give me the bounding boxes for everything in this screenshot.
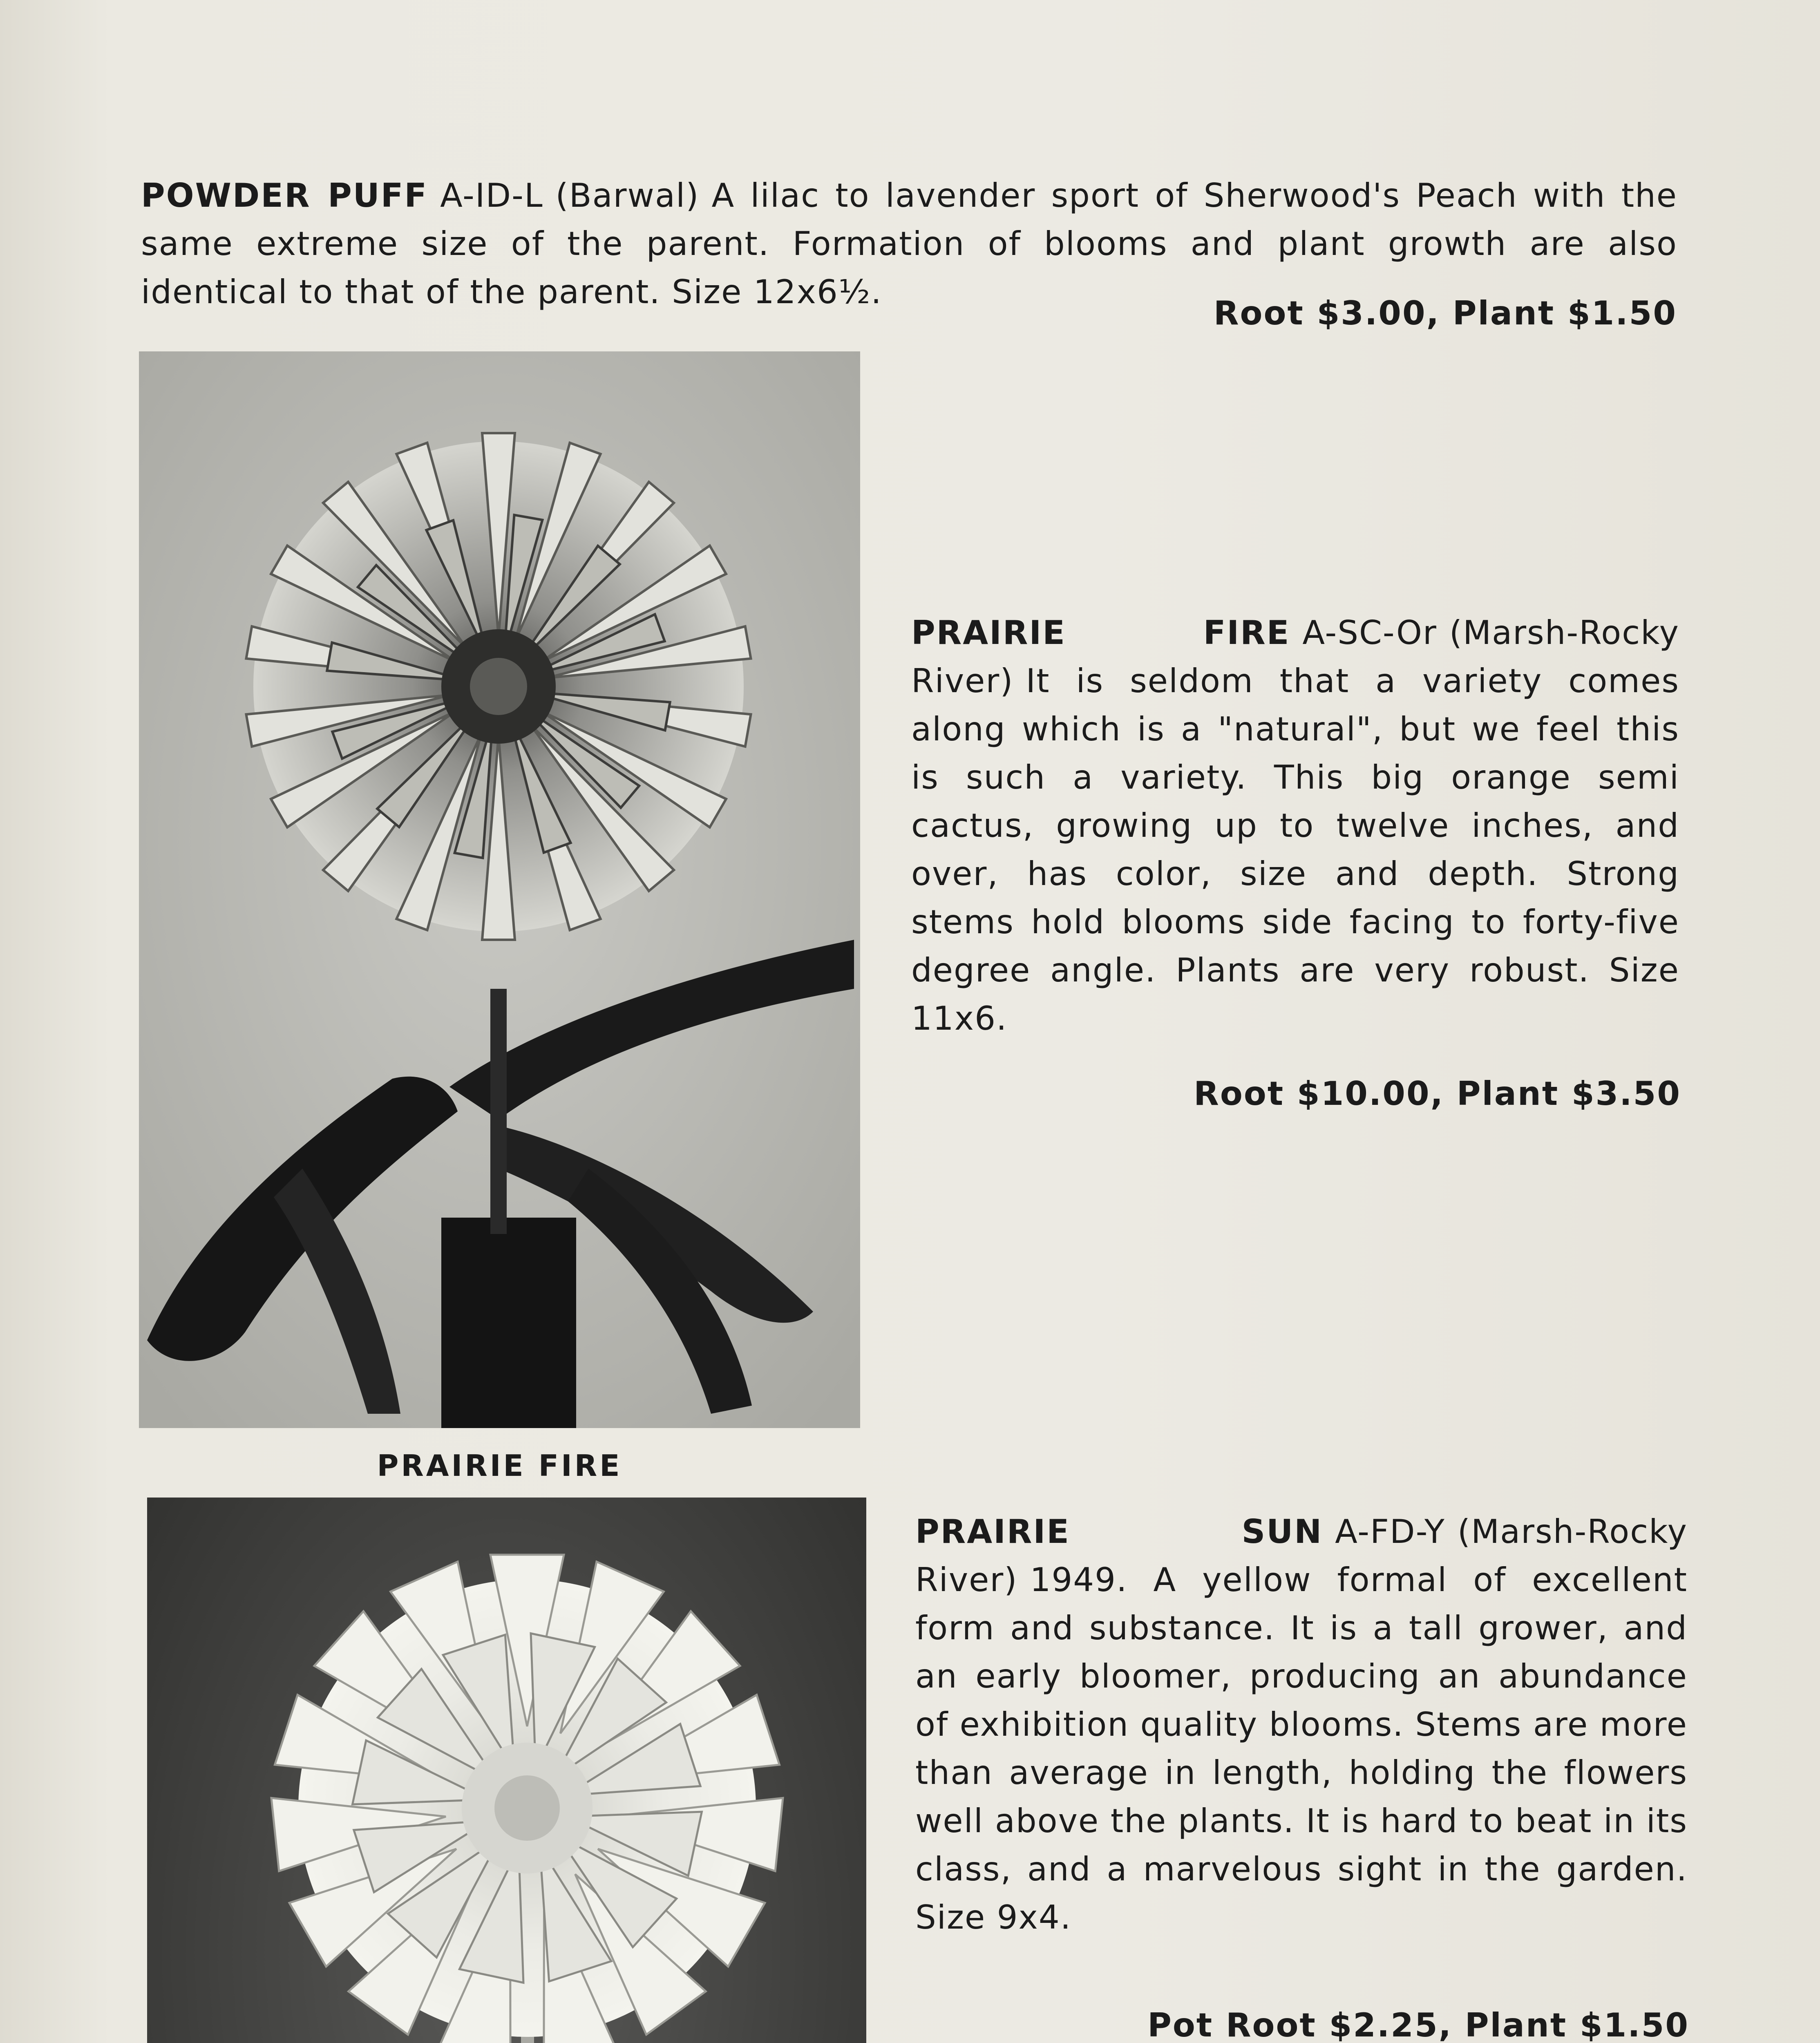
caption-prairie-fire: PRAIRIE FIRE	[377, 1448, 622, 1483]
entry-classification: A-FD-Y	[1335, 1513, 1445, 1551]
entry-name: PRAIRIE SUN	[915, 1513, 1323, 1551]
entry-name: POWDER PUFF	[141, 177, 428, 215]
photo-prairie-sun	[147, 1498, 866, 2043]
dahlia-cactus-photo	[139, 351, 860, 1428]
entry-prairie-fire	[911, 609, 1679, 1043]
entry-description: 1949. A yellow formal of excellent form and substance. It is a tall grower, and an early bloomer, producing an abundance of exhibition quality blooms. Stems are more than average in length, holding the flowers well above the plants. It is hard to beat in its class, and a marvelous sight in the garden. Size 9x4.	[915, 1561, 1688, 1936]
entry-name: PRAIRIE FIRE	[911, 614, 1290, 652]
entry-classification: A-SC-Or	[1302, 614, 1437, 652]
price-prairie-sun: Pot Root $2.25, Plant $1.50	[1147, 2006, 1689, 2043]
price-prairie-fire: Root $10.00, Plant $3.50	[1194, 1075, 1681, 1113]
entry-originator: (Marsh-Rocky River)	[915, 1513, 1688, 1599]
price-powder-puff: Root $3.00, Plant $1.50	[1213, 294, 1677, 332]
entry-prairie-sun	[915, 1508, 1688, 1942]
dahlia-formal-photo	[147, 1498, 866, 2043]
entry-originator: (Marsh-Rocky River)	[911, 614, 1679, 700]
entry-description: A lilac to lavender sport of Sherwood's Peach with the same extreme size of the parent. Formation of blooms and plant growth are also identical to that of the parent. Size 12x6½.	[141, 177, 1678, 311]
entry-originator: (Barwal)	[555, 177, 700, 215]
entry-description: It is seldom that a variety comes along which is a "natural", but we feel this is such a variety. This big orange semi cactus, growing up to twelve inches, and over, has color, size and depth. Strong stems hold blooms side facing to forty-five degree angle. Plants are very robust. Size 11x6.	[911, 662, 1679, 1037]
entry-classification: A-ID-L	[440, 177, 543, 215]
photo-prairie-fire	[139, 351, 860, 1428]
